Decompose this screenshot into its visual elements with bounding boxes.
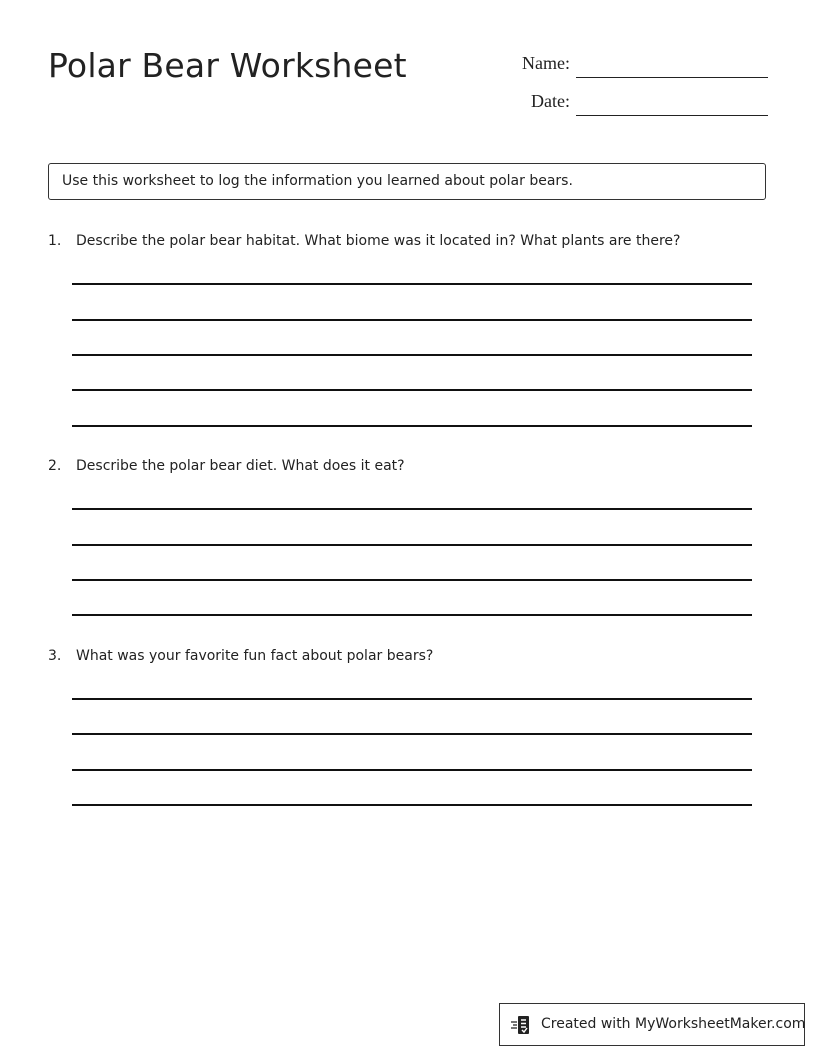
answer-line[interactable] [72,508,752,510]
question-number: 3. [48,648,62,664]
instructions-box: Use this worksheet to log the information you learned about polar bears. [48,163,766,200]
answer-line[interactable] [72,614,752,616]
worksheet-maker-logo-icon [510,1014,532,1036]
answer-line[interactable] [72,425,752,427]
date-line[interactable] [576,115,768,116]
answer-line[interactable] [72,579,752,581]
answer-line[interactable] [72,354,752,356]
question-number: 2. [48,458,62,474]
name-line[interactable] [576,77,768,78]
question-text: Describe the polar bear habitat. What biome was it located in? What plants are there? [76,233,681,249]
answer-line[interactable] [72,733,752,735]
footer-badge[interactable] [499,1003,805,1046]
date-label: Date: [531,91,570,111]
question-text: What was your favorite fun fact about polar bears? [76,648,434,664]
answer-line[interactable] [72,319,752,321]
answer-line[interactable] [72,804,752,806]
name-label: Name: [522,53,570,73]
answer-line[interactable] [72,544,752,546]
footer-text: Created with MyWorksheetMaker.com [541,1016,806,1032]
answer-line[interactable] [72,698,752,700]
name-field[interactable] [500,48,768,78]
question-number: 1. [48,233,62,249]
answer-line[interactable] [72,283,752,285]
question-text: Describe the polar bear diet. What does it eat? [76,458,405,474]
page-title: Polar Bear Worksheet [48,46,407,85]
date-field[interactable] [500,86,768,116]
answer-line[interactable] [72,389,752,391]
answer-line[interactable] [72,769,752,771]
